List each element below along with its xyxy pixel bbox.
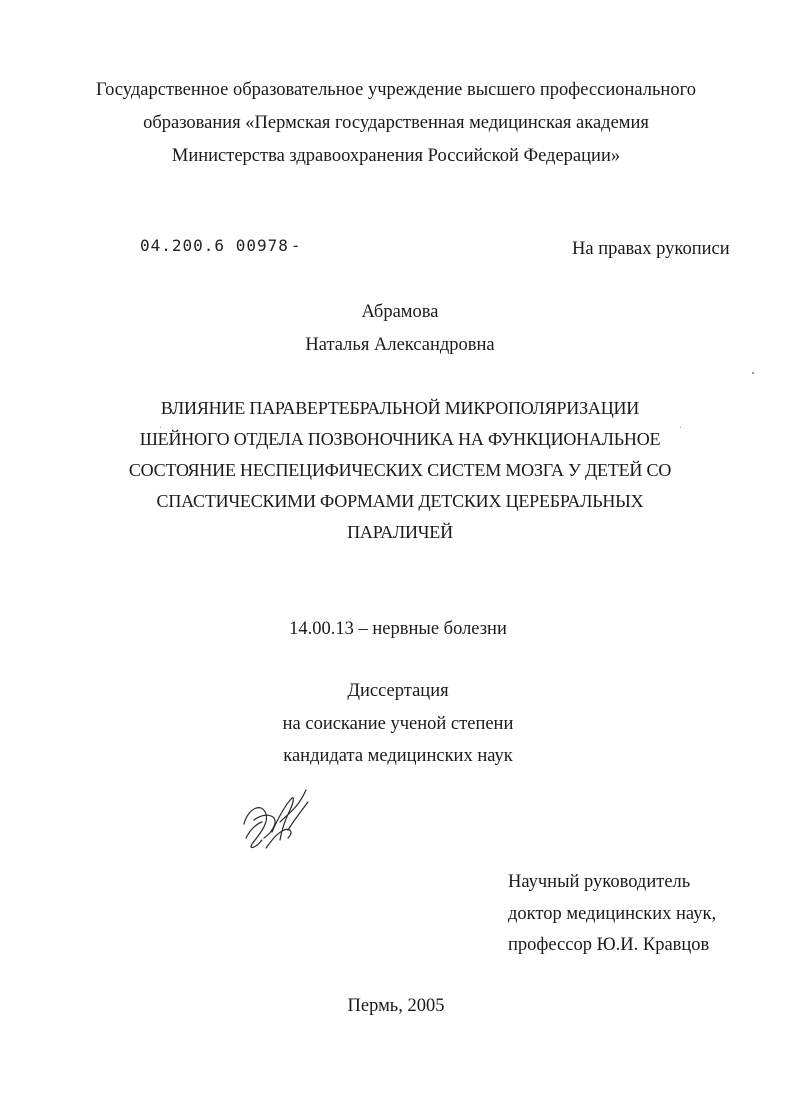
degree-line-2: на соискание ученой степени [282, 714, 514, 734]
institution-line-3: Министерства здравоохранения Российской Федерации» [171, 146, 621, 166]
author-surname: Абрамова [361, 302, 439, 322]
supervisor-degree: доктор медицинских наук, [508, 904, 717, 924]
title-line-2: ШЕЙНОГО ОТДЕЛА ПОЗВОНОЧНИКА НА ФУНКЦИОНАЛЬНОЕ [139, 429, 661, 449]
specialty-code: 14.00.13 – нервные болезни [289, 619, 507, 639]
title-line-3: СОСТОЯНИЕ НЕСПЕЦИФИЧЕСКИХ СИСТЕМ МОЗГА У ДЕТЕЙ СО [128, 460, 672, 480]
institution-line-1: Государственное образовательное учреждение высшего профессионального [96, 80, 696, 100]
institution-line-2: образования «Пермская государственная медицинская академия [143, 113, 649, 133]
title-line-1: ВЛИЯНИЕ ПАРАВЕРТЕБРАЛЬНОЙ МИКРОПОЛЯРИЗАЦИИ [160, 398, 640, 418]
supervisor-role: Научный руководитель [508, 872, 691, 892]
scan-speck [752, 372, 754, 374]
title-line-5: ПАРАЛИЧЕЙ [347, 522, 453, 542]
supervisor-name: профессор Ю.И. Кравцов [508, 935, 710, 955]
archive-stamp-number: 04.200.6 00978 - [140, 236, 302, 255]
title-line-4: СПАСТИЧЕСКИМИ ФОРМАМИ ДЕТСКИХ ЦЕРЕБРАЛЬНЫХ [156, 491, 644, 511]
rights-note: На правах рукописи [572, 239, 730, 259]
handwritten-signature [236, 784, 316, 856]
scan-speck [680, 427, 681, 428]
scan-speck [160, 427, 161, 428]
author-given-names: Наталья Александровна [305, 335, 495, 355]
degree-line-3: кандидата медицинских наук [283, 746, 513, 766]
degree-line-1: Диссертация [347, 681, 449, 701]
place-and-year: Пермь, 2005 [347, 996, 445, 1016]
